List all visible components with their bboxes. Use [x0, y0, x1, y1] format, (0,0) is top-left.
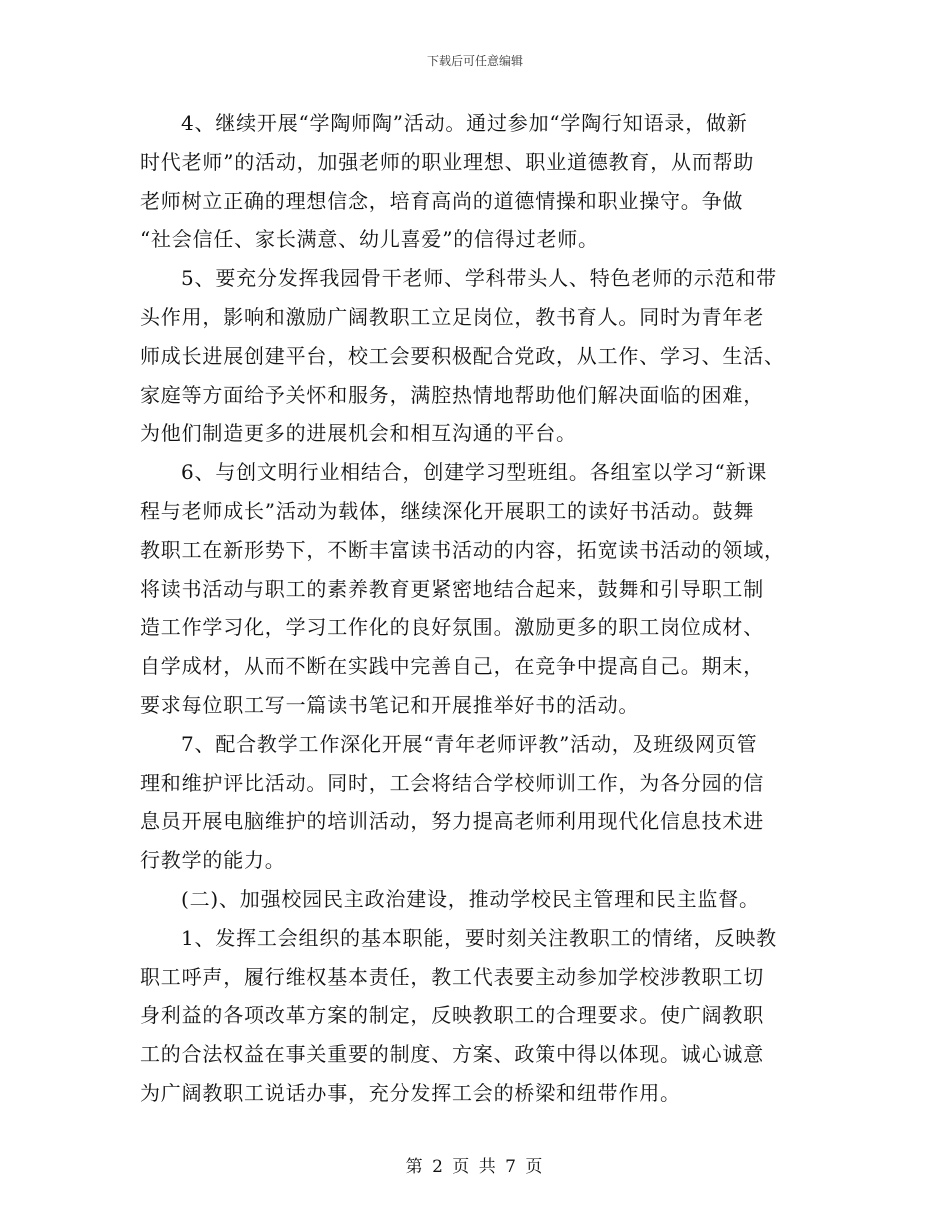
text-line: “社会信任、家长满意、幼儿喜爱”的信得过老师。 — [140, 227, 599, 252]
page-header: 下载后可任意编辑 — [426, 54, 523, 68]
section-heading — [140, 880, 820, 919]
text-line: 5、要充分发挥我园骨干老师、学科带头人、特色老师的示范和带 — [181, 266, 777, 291]
text-line: 自学成材，从而不断在实践中完善自己，在竞争中提高自己。期末， — [140, 654, 764, 679]
text-line: (二)、加强校园民主政治建设，推动学校民主管理和民主监督。 — [181, 886, 760, 911]
paragraph — [140, 725, 820, 880]
text-line: 老师树立正确的理想信念，培育高尚的道德情操和职业操守。争做 — [140, 188, 744, 213]
text-line: 4、继续开展“学陶师陶”活动。通过参加“学陶行知语录，做新 — [181, 111, 748, 135]
text-line: 为他们制造更多的进展机会和相互沟通的平台。 — [140, 421, 577, 446]
document-body — [140, 104, 820, 1113]
paragraph — [140, 259, 820, 453]
text-line: 7、配合教学工作深化开展“青年老师评教”活动，及班级网页管 — [181, 731, 758, 756]
text-line: 为广阔教职工说话办事，充分发挥工会的桥梁和纽带作用。 — [140, 1080, 681, 1105]
text-line: 造工作学习化，学习工作化的良好氛围。激励更多的职工岗位成材、 — [140, 615, 764, 640]
text-line: 要求每位职工写一篇读书笔记和开展推举好书的活动。 — [140, 692, 640, 717]
text-line: 教职工在新形势下，不断丰富读书活动的内容，拓宽读书活动的领域， — [140, 537, 785, 562]
page-footer: 第 2 页 共 7 页 — [405, 1157, 545, 1177]
paragraph — [140, 453, 820, 725]
text-line: 行教学的能力。 — [140, 848, 286, 873]
paragraph — [140, 919, 820, 1113]
text-line: 1、发挥工会组织的基本职能，要时刻关注教职工的情绪，反映教 — [181, 925, 777, 950]
text-line: 理和维护评比活动。同时，工会将结合学校师训工作，为各分园的信 — [140, 770, 764, 795]
text-line: 职工呼声，履行维权基本责任，教工代表要主动参加学校涉教职工切 — [140, 964, 764, 989]
text-line: 息员开展电脑维护的培训活动，努力提高老师利用现代化信息技术进 — [140, 809, 764, 834]
text-line: 工的合法权益在事关重要的制度、方案、政策中得以体现。诚心诚意 — [140, 1042, 764, 1067]
text-line: 家庭等方面给予关怀和服务，满腔热情地帮助他们解决面临的困难， — [140, 382, 764, 407]
text-line: 师成长进展创建平台，校工会要积极配合党政，从工作、学习、生活、 — [140, 343, 785, 368]
paragraph — [140, 104, 820, 259]
text-line: 6、与创文明行业相结合，创建学习型班组。各组室以学习“新课 — [181, 460, 768, 485]
text-line: 身利益的各项改革方案的制定，反映教职工的合理要求。使广阔教职 — [140, 1003, 764, 1028]
text-line: 头作用，影响和激励广阔教职工立足岗位，教书育人。同时为青年老 — [140, 304, 764, 329]
text-line: 将读书活动与职工的素养教育更紧密地结合起来，鼓舞和引导职工制 — [140, 576, 764, 601]
text-line: 时代老师”的活动，加强老师的职业理想、职业道德教育，从而帮助 — [140, 149, 755, 174]
text-line: 程与老师成长”活动为载体，继续深化开展职工的读好书活动。鼓舞 — [140, 498, 755, 523]
